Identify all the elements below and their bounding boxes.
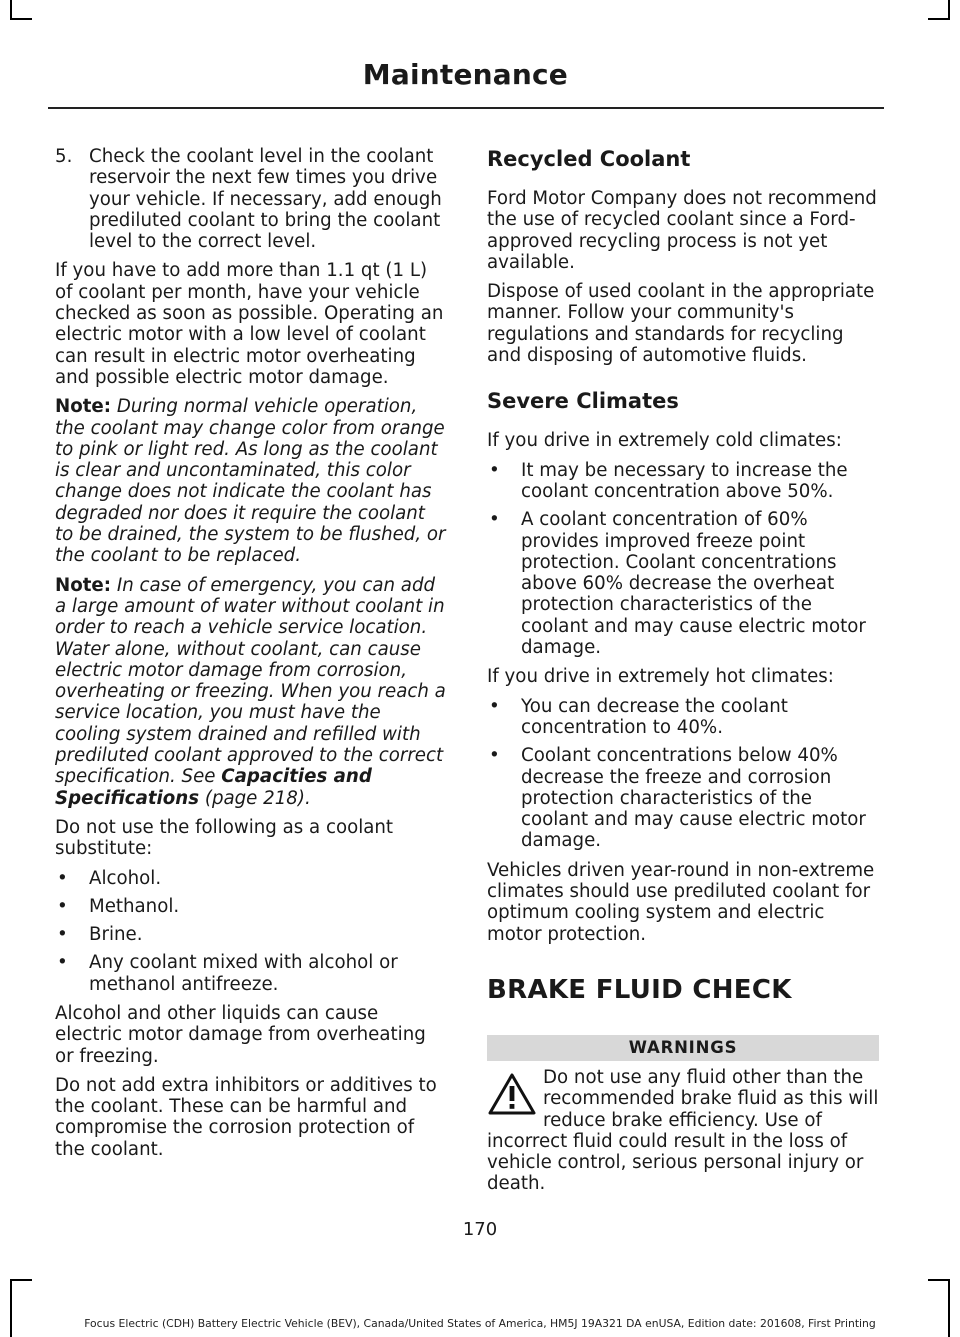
year-round-paragraph: Vehicles driven year-round in non-extreme climates should use prediluted coolant for optimum cooling system and electric motor protection. (487, 859, 875, 945)
hot-climate-intro: If you drive in extremely hot climates: (487, 666, 834, 688)
list-item: • Any coolant mixed with alcohol or methanol antifreeze. (57, 952, 398, 995)
list-item: • Coolant concentrations below 40% decrease the freeze and corrosion protection characteristics of the coolant and may cause electric motor damage. (489, 745, 866, 852)
inhibitors-paragraph: Do not add extra inhibitors or additives to the coolant. These can be harmful and compromise the corrosion protection of the coolant. (55, 1074, 437, 1160)
page-title: Maintenance (362, 58, 568, 91)
recycled-coolant-heading: Recycled Coolant (487, 147, 691, 171)
step-text: Check the coolant level in the coolant reservoir the next few times you drive your vehicle. If necessary, add enough prediluted coolant to bring the coolant level to the correct level. (89, 146, 442, 253)
note-text: In case of emergency, you can add a large amount of water without coolant in order to reach a vehicle service location. Water alone, without coolant, can cause electric motor damage from corrosion, overheating or freezing. When you reach a service location, you must have the cooling system drained and refilled with prediluted coolant approved to the correct specification. See (55, 574, 446, 788)
header-divider (48, 107, 884, 109)
bullet: • (57, 952, 68, 974)
severe-climates-heading: Severe Climates (487, 389, 679, 414)
bullet: • (489, 459, 500, 481)
crop-mark (10, 0, 12, 20)
warning-block (487, 1067, 879, 1195)
step-5 (55, 146, 447, 252)
bullet: • (489, 745, 500, 767)
footer-edition-info: Focus Electric (CDH) Battery Electric Vehicle (BEV), Canada/United States of America, HM5J 19A321 DA enUSA, Edition date: 201608, First Printing (84, 1317, 876, 1330)
note-emergency-water (55, 575, 447, 809)
liquids-damage-paragraph: Alcohol and other liquids can cause electric motor damage from overheating or freezing. (55, 1002, 426, 1067)
right-column (487, 146, 879, 1203)
page-number: 170 (462, 1219, 498, 1240)
list-item: • It may be necessary to increase the coolant concentration above 50%. (489, 459, 848, 502)
note-color-change (55, 396, 447, 566)
list-item: • Methanol. (57, 895, 180, 917)
list-item: • Brine. (57, 924, 143, 946)
substitute-intro: Do not use the following as a coolant substitute: (55, 816, 394, 860)
list-item: • You can decrease the coolant concentration to 40%. (489, 695, 788, 738)
recycled-paragraph-2: Dispose of used coolant in the appropriate manner. Follow your community's regulations and standards for recycling and disposing of automotive fluids. (487, 281, 875, 367)
bullet: • (57, 895, 68, 917)
bullet: • (489, 509, 500, 531)
coolant-loss-paragraph: If you have to add more than 1.1 qt (1 L) of coolant per month, have your vehicle checked as soon as possible. Operating an electric motor with a low level of coolant can result in electric motor overheating and possible electric motor damage. (55, 260, 444, 388)
warnings-bar: WARNINGS (487, 1035, 879, 1061)
warning-text: Do not use any fluid other than the recommended brake fluid as this will reduce brake efficiency. Use of incorrect fluid could result in the loss of vehicle control, serious personal injury or death. (487, 1066, 879, 1195)
note-text: During normal vehicle operation, the coolant may change color from orange to pink or light red. As long as the coolant is clear and uncontaminated, this color change does not indicate the coolant has degraded nor does it require the coolant to be drained, the system to be flushed, or the coolant to be replaced. (55, 396, 446, 567)
cold-climate-list (487, 460, 879, 659)
recycled-paragraph-1: Ford Motor Company does not recommend the use of recycled coolant since a Ford-approved recycling process is not yet available. (487, 188, 877, 273)
crop-mark (928, 1279, 950, 1281)
page-reference: (page 218). (204, 787, 311, 809)
crop-mark (948, 0, 950, 20)
hot-climate-list (487, 696, 879, 852)
note-label: Note: (55, 396, 112, 418)
list-item: • A coolant concentration of 60% provides improved freeze point protection. Coolant concentrations above 60% decrease the overheat protection characteristics of the coolant and may cause electric motor damage. (489, 509, 866, 659)
note-label: Note: (55, 574, 112, 596)
cold-climate-intro: If you drive in extremely cold climates: (487, 430, 842, 452)
substitute-list (55, 868, 447, 995)
warning-triangle-icon (487, 1071, 537, 1117)
list-item: • Alcohol. (57, 867, 162, 889)
bullet: • (57, 924, 68, 946)
bullet: • (57, 867, 68, 889)
brake-fluid-check-heading: BRAKE FLUID CHECK (487, 974, 792, 1005)
cross-reference-link[interactable]: Capacities and Specifications (55, 766, 372, 809)
crop-mark (928, 18, 950, 20)
crop-mark (10, 1279, 32, 1281)
step-number: 5. (55, 146, 73, 167)
left-column (55, 146, 447, 1168)
bullet: • (489, 695, 500, 717)
crop-mark (10, 18, 32, 20)
